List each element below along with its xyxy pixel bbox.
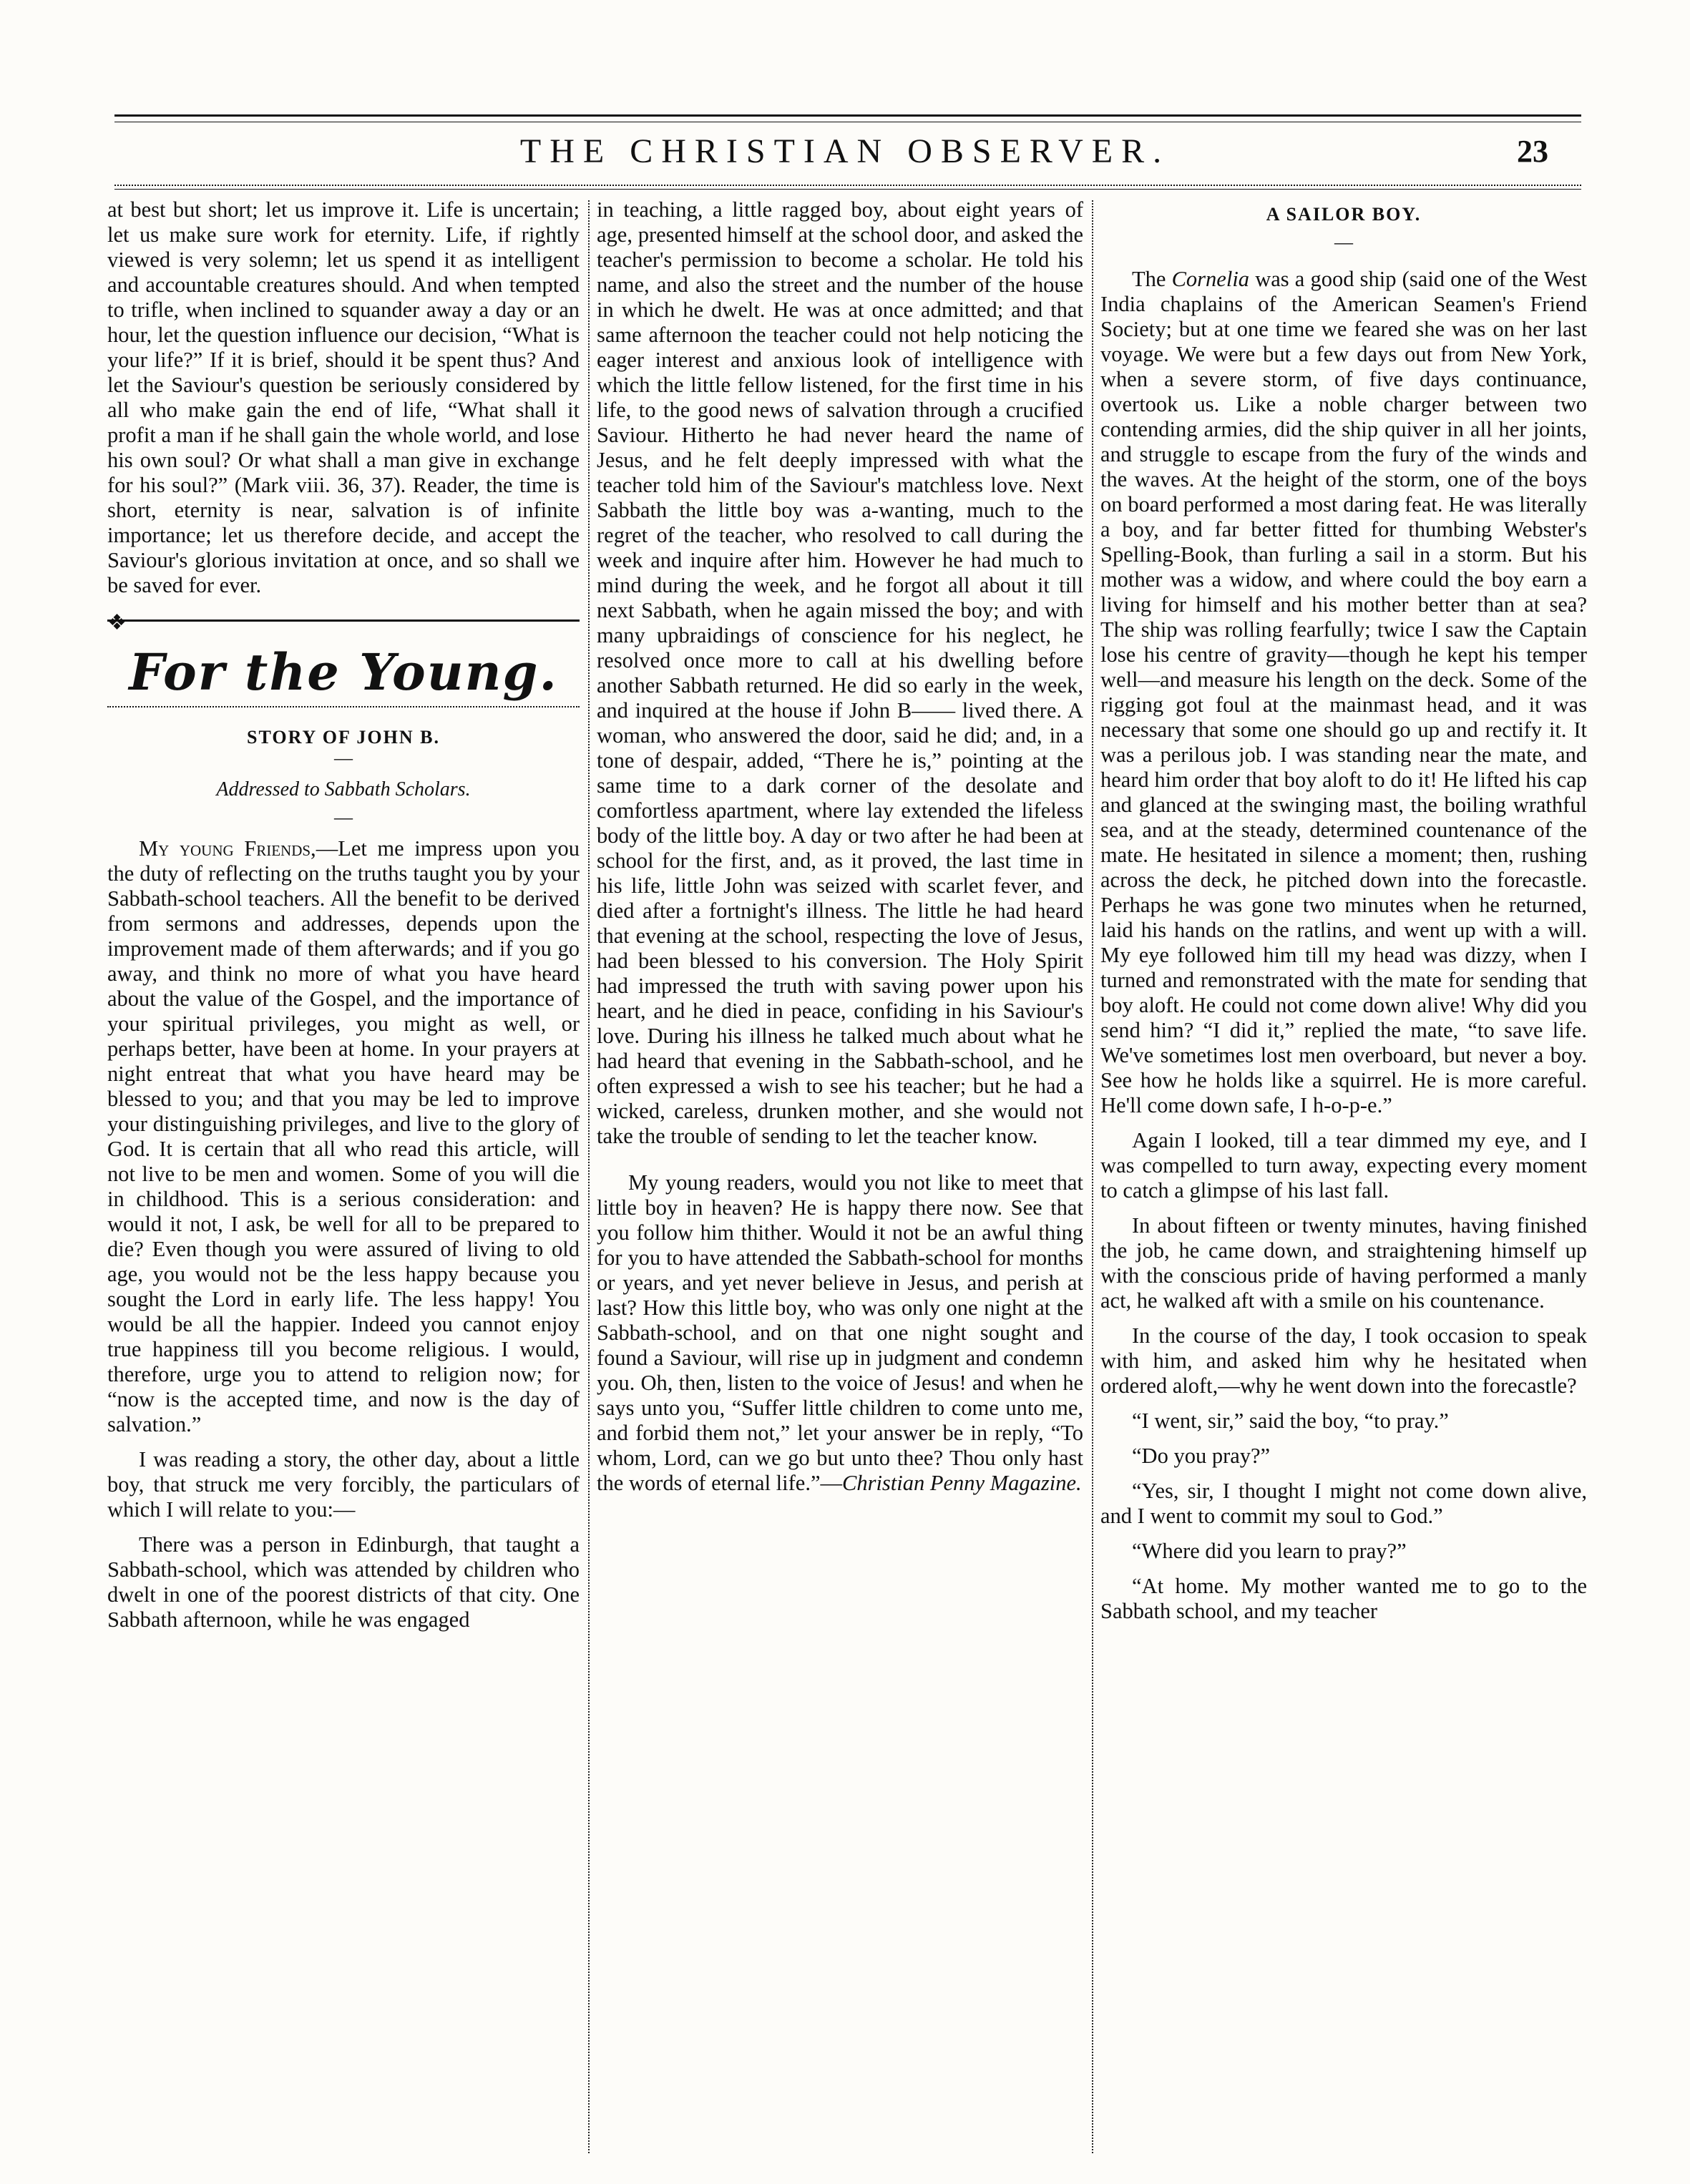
column-3 [1100, 197, 1587, 2158]
salutation: My young Friends, [139, 836, 316, 861]
story-subtitle: Addressed to Sabbath Scholars. [216, 778, 471, 800]
top-rule [114, 114, 1581, 117]
paragraph: “At home. My mother wanted me to go to the Sabbath school, and my teacher [1100, 1574, 1587, 1623]
title-dash: — [334, 748, 353, 768]
paragraph: In the course of the day, I took occasion to speak with him, and asked him why he hesitated when ordered aloft,—why he went down into the forecastle? [1100, 1323, 1587, 1398]
paragraph [107, 836, 580, 1437]
paragraph: at best but short; let us improve it. Life is uncertain; let us make sure work for eternity. Life, if rightly viewed is very solemn; let us spend it as intelligent and accountable creatures should. And when tempted to trifle, when inclined to squander away a day or an hour, let the question influence our decision, “What is your life?” If it is brief, should it be spent thus? And let the Saviour's question be seriously considered by all who make gain the end of life, “What shall it profit a man if he shall gain the whole world, and lose his own soul? Or what shall a man give in exchange for his soul?” (Mark viii. 36, 37). Reader, the time is short, eternity is near, salvation is of infinite importance; let us therefore decide, and accept the Saviour's glorious invitation at once, and so shall we be saved for ever. [107, 197, 580, 597]
column-2 [597, 197, 1083, 2158]
paragraph [597, 1170, 1083, 1496]
paragraph-text: was a good ship (said one of the West India chaplains of the American Seamen's Friend Society; but at one time we feared she was on her last voyage. We were but a few days out from New York, when a severe storm, of five days continuance, overtook us. Like a noble charger between two contending armies, did the ship quiver in all her joints, and struggle to escape from the fury of the winds and the waves. At the height of the storm, one of the boys on board performed a most daring feat. He was literally a boy, and far better fitted for thumbing Webster's Spelling-Book, than furling a sail in a storm. But his mother was a widow, and where could the boy earn a living for himself and his mother better than at sea? The ship was rolling fearfully; twice I saw the Captain lose his centre of gravity—though he kept his temper well—and measure his length on the deck. Some of the rigging got foul at the mainmast head, and it was necessary that some one should go up and rectify it. It was a perilous job. I was standing near the mate, and heard him order that boy aloft to do it! He lifted his cap and glanced at the swinging mast, the boiling wrathful sea, and at the steady, determined countenance of the mate. He hesitated in silence a moment; then, rushing across the deck, he pitched down into the forecastle. Perhaps he was gone two minutes when he returned, laid his hands on the ratlins, and went up with a will. My eye followed him till my head was dizzy, when I turned and remonstrated with the mate for sending that boy aloft. He could not come down alive! Why did you send him? “I did it,” replied the mate, “to save life. We've sometimes lost men overboard, but never a boy. See how he holds like a squirrel. He is more careful. He'll come down safe, I h-o-p-e.” [1100, 267, 1587, 1117]
header-rule-dotted [114, 185, 1581, 186]
paragraph-text: My young readers, would you not like to meet that little boy in heaven? He is happy there now. See that you follow him thither. Would it not be an awful thing for you to have attended the Sabbath-school for months or years, and yet never believe in Jesus, and perish at last? How this little boy, who was only one night at the Sabbath-school, and on that one night sought and found a Saviour, will rise up in judgment and condemn you. Oh, then, listen to the voice of Jesus! and when he says unto you, “Suffer little children to come unto me, and forbid them not,” let your answer be in reply, “To whom, Lord, can we go but unto thee? Thou only hast the words of eternal life.”— [597, 1170, 1083, 1495]
paragraph: “Yes, sir, I thought I might not come down alive, and I went to commit my soul to God.” [1100, 1479, 1587, 1528]
paragraph: Again I looked, till a tear dimmed my eye, and I was compelled to turn away, expecting every moment to catch a glimpse of his last fall. [1100, 1128, 1587, 1203]
paragraph-text: —Let me impress upon you the duty of reflecting on the truths taught you by your Sabbath-school teachers. All the benefit to be derived from sermons and addresses, depends upon the improvement made of them afterwards; and if you go away, and think no more of what you have heard about the value of the Gospel, and the importance of your spiritual privileges, you might as well, or perhaps better, have been at home. In your prayers at night entreat that what you have heard may be blessed to you; and that you may be led to improve your distinguishing privileges, and live to the glory of God. It is certain that all who read this article, will not live to be men and women. Some of you will die in childhood. This is a serious consideration: and would it not, I ask, be well for all to be prepared to die? Even though you were assured of living to old age, you would not be the less happy because you sought the Lord in early life. The less happy! You would be all the happier. Indeed you cannot enjoy true happiness till you become religious. I would, therefore, urge you to attend to religion now; for “now is the accepted time, and now is the day of salvation.” [107, 836, 580, 1436]
source-credit: Christian Penny Magazine. [842, 1471, 1082, 1495]
column-divider-2 [1092, 200, 1093, 2153]
subtitle-dash: — [334, 807, 353, 828]
ship-name: Cornelia [1171, 267, 1250, 291]
title-dash: — [1334, 232, 1353, 253]
paragraph-text: The [1132, 267, 1172, 291]
paragraph: There was a person in Edinburgh, that taught a Sabbath-school, which was attended by children who dwelt in one of the poorest districts of that city. One Sabbath afternoon, while he was engaged [107, 1532, 580, 1632]
section-banner [107, 611, 580, 707]
paragraph: I was reading a story, the other day, about a little boy, that struck me very forcibly, the particulars of which I will relate to you:— [107, 1447, 580, 1522]
paragraph: in teaching, a little ragged boy, about eight years of age, presented himself at the school door, and asked the teacher's permission to become a scholar. He told his name, and also the street and the number of the house in which he dwelt. He was at once admitted; and that same afternoon the teacher could not help noticing the eager interest and anxious look of intelligence with which the little fellow listened, for the first time in his life, to the good news of salvation through a crucified Saviour. Hitherto he had never heard the name of Jesus, and he felt deeply impressed with what the teacher told him of the Saviour's matchless love. Next Sabbath the little boy was a-wanting, much to the regret of the teacher, who resolved to call during the week and inquire after him. However he had much to mind during the week, and he forgot all about it till next Sabbath, when he again missed the boy; and with many upbraidings of conscience for his neglect, he resolved once more to call at his dwelling before another Sabbath returned. He did so early in the week, and inquired at the house if John B—— lived there. A woman, who answered the door, said he did; and, in a tone of despair, added, “There he is,” pointing at the same time to a dark corner of the desolate and comfortless apartment, where lay extended the lifeless body of the little boy. A day or two after he had been at school for the first, and, as it proved, the last time in his life, little John was seized with scarlet fever, and died after a fortnight's illness. The little he had heard that evening at the school, respecting the love of Jesus, had been blessed to his conversion. The Holy Spirit had impressed the truth with saving power upon his heart, and he died in peace, confiding in his Saviour's love. During his illness he talked much about what he had heard that evening in the Sabbath-school, and he often expressed a wish to see his teacher; but he had a wicked, careless, drunken mother, and she would not take the trouble of sending to let the teacher know. [597, 197, 1083, 1148]
section-rule [107, 706, 580, 707]
page-number: 23 [1517, 134, 1548, 169]
flourish-icon: ❖ [107, 611, 127, 635]
paragraph: “I went, sir,” said the boy, “to pray.” [1132, 1409, 1449, 1433]
paragraph: In about fifteen or twenty minutes, having finished the job, he came down, and straightening himself up with the conscious pride of having performed a manly act, he walked aft with a smile on his countenance. [1100, 1213, 1587, 1313]
paragraph [1100, 267, 1587, 1118]
column-1 [107, 197, 580, 2158]
article-title: A SAILOR BOY. [1266, 204, 1422, 225]
column-divider-1 [588, 200, 590, 2153]
header-rule [114, 189, 1581, 190]
story-title: STORY OF JOHN B. [247, 727, 440, 748]
paragraph: “Do you pray?” [1132, 1444, 1271, 1468]
paragraph: “Where did you learn to pray?” [1132, 1539, 1407, 1563]
section-heading: For the Young. [129, 642, 558, 702]
masthead-title: THE CHRISTIAN OBSERVER. [519, 132, 1171, 170]
